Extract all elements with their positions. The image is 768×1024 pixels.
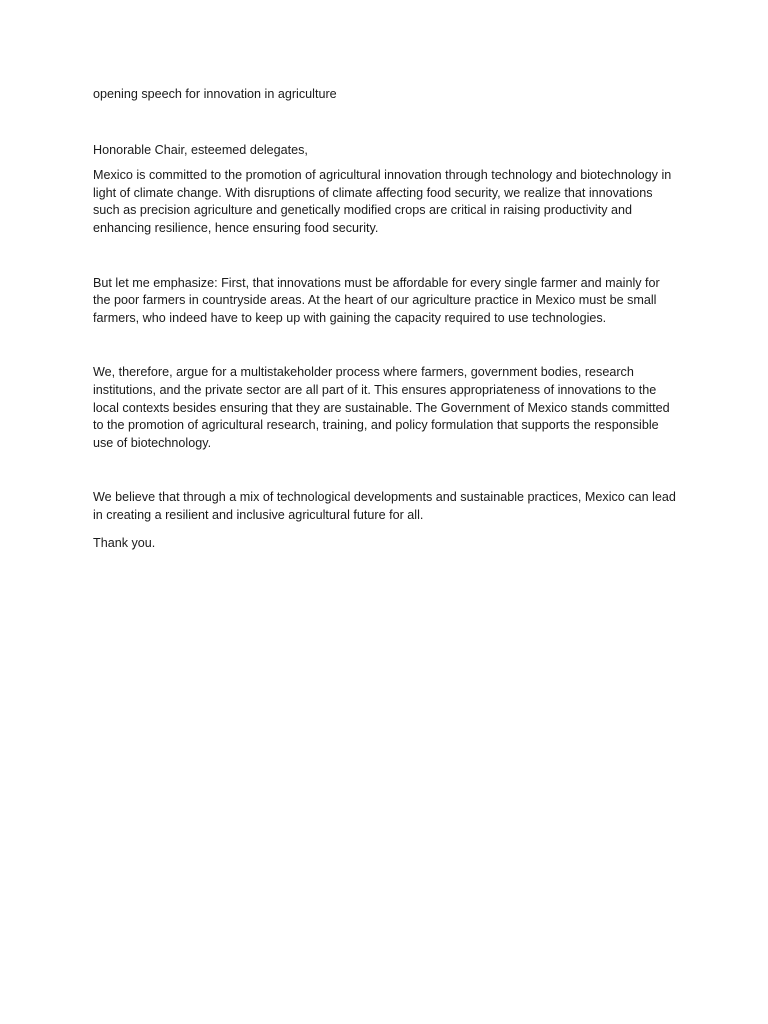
paragraph-3: We, therefore, argue for a multistakeholder process where farmers, government bodies, research institutions, and the private sector are all part of it. This ensures appropriateness of innovations to the local contexts besides ensuring that they are sustainable. The Government of Mexico stands committed to the promotion of agricultural research, training, and policy formulation that supports the responsible use of biotechnology. (93, 365, 670, 450)
document-page (93, 86, 678, 552)
paragraph-4: We believe that through a mix of technological developments and sustainable practices, Mexico can lead in creating a resilient and inclusive agricultural future for all. (93, 490, 676, 522)
salutation: Honorable Chair, esteemed delegates, (93, 142, 308, 157)
closing: Thank you. (93, 535, 156, 550)
paragraph-1: Mexico is committed to the promotion of agricultural innovation through technology and biotechnology in light of climate change. With disruptions of climate affecting food security, we realize that innovations such as precision agriculture and genetically modified crops are critical in raising productivity and enhancing resilience, hence ensuring food security. (93, 168, 672, 235)
paragraph-2: But let me emphasize: First, that innovations must be affordable for every single farmer and mainly for the poor farmers in countryside areas. At the heart of our agriculture practice in Mexico must be small farmers, who indeed have to keep up with gaining the capacity required to use technologies. (93, 275, 660, 325)
document-title: opening speech for innovation in agriculture (93, 87, 337, 101)
